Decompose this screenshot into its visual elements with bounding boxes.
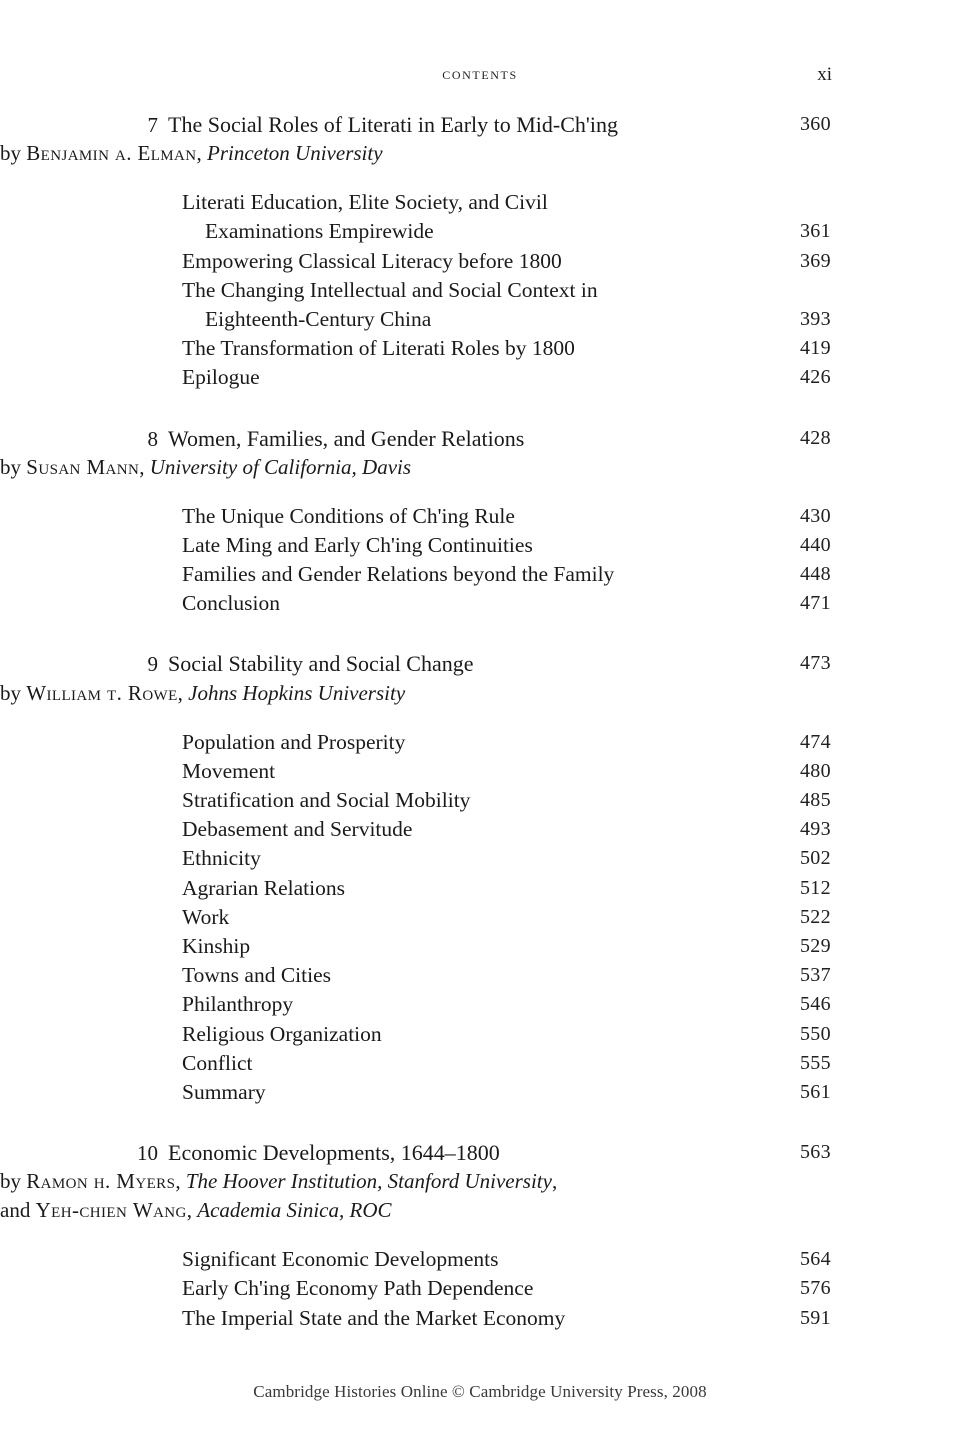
section-entry[interactable] — [0, 961, 960, 990]
author-affiliation: University of California, Davis — [149, 454, 412, 479]
section-entry-continuation[interactable] — [0, 305, 960, 334]
chapter-entry[interactable] — [0, 424, 960, 453]
spacer — [0, 393, 960, 424]
section-entry[interactable] — [0, 502, 960, 531]
section-title: Significant Economic Developments — [182, 1247, 499, 1272]
chapter-block — [0, 110, 960, 393]
section-entry[interactable] — [0, 903, 960, 932]
section-title: Philanthropy — [182, 992, 294, 1017]
chapter-page-number: 563 — [800, 1141, 831, 1164]
section-title: Summary — [182, 1079, 266, 1104]
chapter-byline: by William t. Rowe, Johns Hopkins University — [0, 680, 406, 705]
section-title: Epilogue — [182, 365, 260, 390]
chapter-block — [0, 649, 960, 1107]
section-entry[interactable] — [0, 757, 960, 786]
author-name: Yeh-chien Wang — [35, 1198, 187, 1223]
chapter-number: 8 — [147, 426, 158, 451]
section-title: Debasement and Servitude — [182, 817, 413, 842]
byline-prefix: by — [0, 454, 27, 479]
section-title: The Unique Conditions of Ch'ing Rule — [182, 503, 515, 528]
section-title: The Imperial State and the Market Economy — [182, 1305, 566, 1330]
section-entry[interactable] — [0, 276, 960, 305]
spacer — [0, 708, 960, 728]
section-entry[interactable] — [0, 531, 960, 560]
section-page-number: 550 — [800, 1022, 831, 1045]
section-title-continued: Eighteenth-Century China — [205, 306, 432, 331]
section-title: Early Ch'ing Economy Path Dependence — [182, 1276, 534, 1301]
section-title: Families and Gender Relations beyond the Family — [182, 562, 615, 587]
section-title: Conclusion — [182, 591, 280, 616]
section-page-number: 440 — [800, 533, 831, 556]
spacer — [0, 1107, 960, 1138]
section-entry[interactable] — [0, 932, 960, 961]
section-title: Religious Organization — [182, 1021, 382, 1046]
spacer — [0, 1225, 960, 1245]
chapter-byline-second: and Yeh-chien Wang, Academia Sinica, ROC — [0, 1198, 392, 1223]
section-entry[interactable] — [0, 874, 960, 903]
section-title: Work — [182, 904, 230, 929]
running-head-title: contents — [442, 64, 518, 83]
section-entry[interactable] — [0, 1274, 960, 1303]
author-name: Susan Mann — [26, 454, 140, 479]
spacer — [0, 482, 960, 502]
section-entry[interactable] — [0, 1078, 960, 1107]
section-page-number: 537 — [800, 964, 831, 987]
spacer — [0, 618, 960, 649]
author-affiliation: Academia Sinica, ROC — [197, 1198, 392, 1223]
section-page-number: 480 — [800, 759, 831, 782]
section-page-number: 564 — [800, 1248, 831, 1271]
section-title: Conflict — [182, 1050, 253, 1075]
chapter-page-number: 360 — [800, 113, 831, 135]
section-entry[interactable] — [0, 560, 960, 589]
chapter-title: The Social Roles of Literati in Early to Mid-Ch'ing — [168, 112, 618, 137]
chapter-page-number: 473 — [800, 652, 831, 675]
chapter-title: Women, Families, and Gender Relations — [168, 425, 525, 451]
section-entry[interactable] — [0, 728, 960, 757]
section-page-number: 529 — [800, 934, 831, 957]
section-page-number: 485 — [800, 789, 831, 811]
chapter-page-number: 428 — [800, 426, 831, 449]
byline-prefix: by — [0, 680, 27, 705]
section-page-number: 369 — [800, 249, 831, 272]
section-page-number: 493 — [800, 818, 831, 841]
section-title: Late Ming and Early Ch'ing Continuities — [182, 532, 533, 557]
section-entry[interactable] — [0, 188, 960, 217]
chapter-byline: by Ramon h. Myers, The Hoover Institution, Stanford University, — [0, 1169, 558, 1194]
section-title: Ethnicity — [182, 846, 261, 871]
chapter-title: Economic Developments, 1644–1800 — [168, 1140, 500, 1166]
running-head-folio: xi — [817, 64, 832, 85]
section-page-number: 561 — [800, 1080, 831, 1103]
chapter-block — [0, 424, 960, 619]
section-page-number: 522 — [800, 905, 831, 928]
section-title: Kinship — [182, 933, 251, 958]
section-page-number: 426 — [800, 366, 831, 389]
section-entry[interactable] — [0, 1304, 960, 1333]
chapter-entry[interactable] — [0, 110, 960, 139]
section-entry[interactable] — [0, 1245, 960, 1274]
section-page-number: 448 — [800, 563, 831, 586]
chapter-number: 10 — [137, 1141, 158, 1166]
section-title: Towns and Cities — [182, 963, 331, 988]
running-head — [128, 64, 832, 92]
section-title: Stratification and Social Mobility — [182, 788, 471, 812]
section-page-number: 393 — [800, 307, 831, 330]
section-title: Literati Education, Elite Society, and Civil — [182, 190, 548, 215]
section-entry[interactable] — [0, 844, 960, 873]
author-affiliation: The Hoover Institution, Stanford University — [185, 1169, 552, 1194]
section-page-number: 471 — [800, 592, 831, 615]
byline-prefix: by — [0, 1169, 27, 1194]
section-title: Empowering Classical Literacy before 1800 — [182, 248, 562, 273]
section-entry-continuation[interactable] — [0, 217, 960, 246]
author-name: Benjamin a. Elman — [26, 141, 197, 166]
section-entry[interactable] — [0, 589, 960, 618]
section-page-number: 591 — [800, 1306, 831, 1329]
section-title: The Changing Intellectual and Social Context in — [182, 277, 598, 302]
section-entry[interactable] — [0, 1020, 960, 1049]
byline-prefix: by — [0, 141, 27, 166]
byline-prefix: and — [0, 1198, 36, 1223]
section-page-number: 502 — [800, 847, 831, 870]
chapter-number: 9 — [147, 652, 158, 677]
author-affiliation: Johns Hopkins University — [188, 680, 406, 705]
author-affiliation: Princeton University — [207, 141, 383, 166]
section-entry[interactable] — [0, 815, 960, 844]
chapter-block — [0, 1138, 960, 1333]
table-of-contents — [0, 110, 960, 1333]
section-title: Population and Prosperity — [182, 729, 406, 754]
author-name: William t. Rowe — [26, 680, 178, 705]
section-page-number: 576 — [800, 1277, 831, 1300]
section-page-number: 361 — [800, 220, 831, 243]
page-footer: Cambridge Histories Online © Cambridge University Press, 2008 — [253, 1382, 707, 1401]
section-entry[interactable] — [0, 990, 960, 1019]
author-name: Ramon h. Myers — [26, 1169, 176, 1194]
section-entry[interactable] — [0, 247, 960, 276]
section-title: The Transformation of Literati Roles by 1800 — [182, 336, 575, 361]
section-title: Movement — [182, 758, 276, 783]
section-page-number: 430 — [800, 504, 831, 527]
spacer — [0, 168, 960, 188]
chapter-entry[interactable] — [0, 1138, 960, 1167]
section-page-number: 474 — [800, 730, 831, 753]
section-title-continued: Examinations Empirewide — [205, 219, 434, 244]
section-entry[interactable] — [0, 363, 960, 392]
section-page-number: 419 — [800, 337, 831, 360]
chapter-number: 7 — [147, 113, 158, 137]
section-page-number: 555 — [800, 1051, 831, 1074]
section-page-number: 512 — [800, 876, 831, 899]
chapter-title: Social Stability and Social Change — [168, 651, 474, 677]
section-title: Agrarian Relations — [182, 875, 345, 900]
chapter-byline: by Benjamin a. Elman, Princeton University — [0, 141, 383, 166]
section-entry[interactable] — [0, 1049, 960, 1078]
section-entry[interactable] — [0, 786, 960, 815]
chapter-entry[interactable] — [0, 649, 960, 678]
chapter-byline: by Susan Mann, University of California, Davis — [0, 454, 412, 479]
section-entry[interactable] — [0, 334, 960, 363]
section-page-number: 546 — [800, 993, 831, 1016]
